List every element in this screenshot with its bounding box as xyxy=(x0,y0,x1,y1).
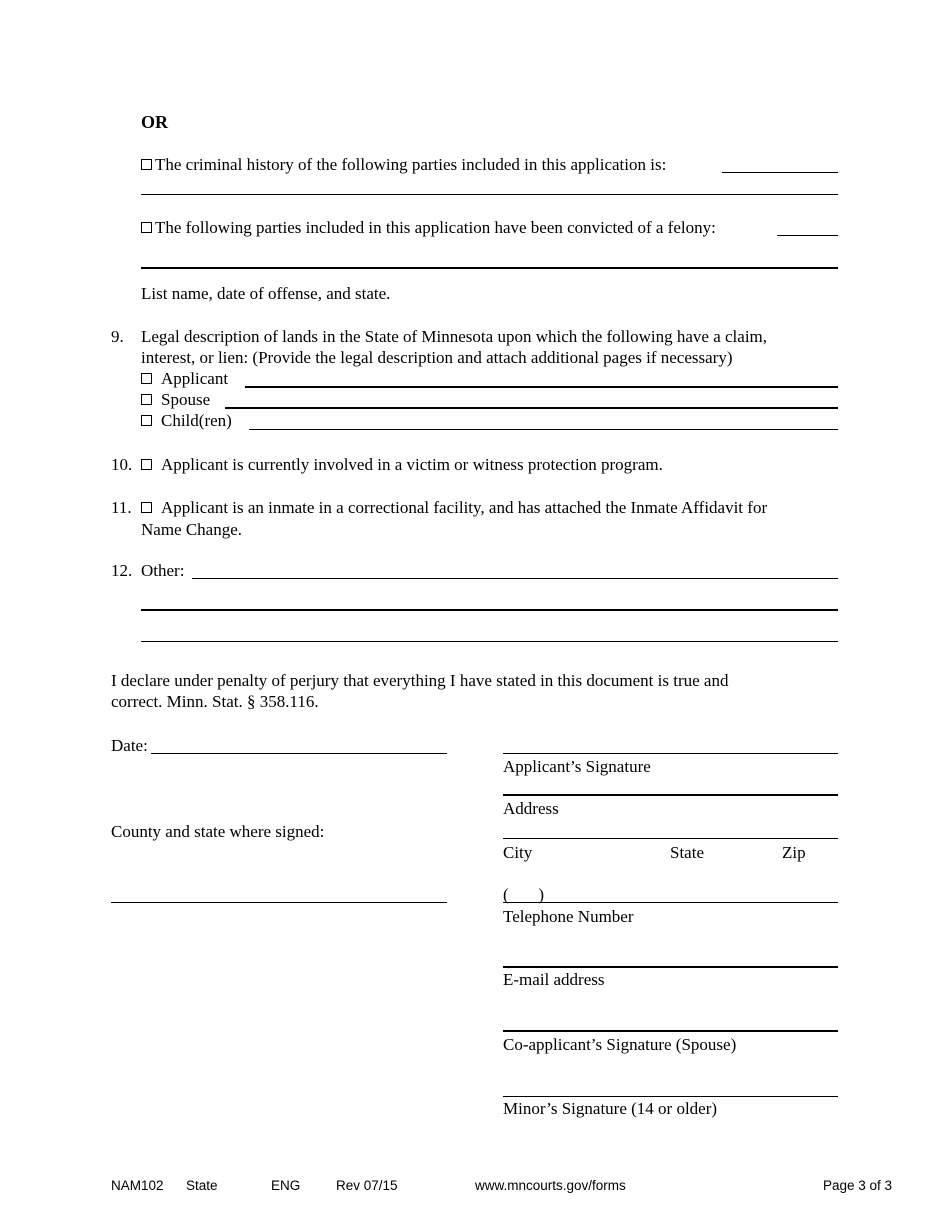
item11-row xyxy=(141,497,767,518)
item12-label: Other: xyxy=(141,561,185,580)
zip-label: Zip xyxy=(782,843,806,862)
footer-rev: Rev 07/15 xyxy=(336,1178,398,1193)
inmate-checkbox[interactable] xyxy=(141,502,152,513)
spouse-checkbox[interactable] xyxy=(141,394,152,405)
county-label: County and state where signed: xyxy=(111,822,325,841)
telephone-field[interactable] xyxy=(503,902,838,903)
item10-row xyxy=(141,454,663,475)
item11-line2: Name Change. xyxy=(141,520,243,539)
applicant-checkbox[interactable] xyxy=(141,373,152,384)
footer-form-id: NAM102 xyxy=(111,1178,164,1193)
applicant-land-field[interactable] xyxy=(245,386,838,388)
telephone-label: Telephone Number xyxy=(503,907,634,926)
minor-signature-field[interactable] xyxy=(503,1096,838,1097)
coapplicant-signature-label: Co-applicant’s Signature (Spouse) xyxy=(503,1035,737,1054)
declaration-line2: correct. Minn. Stat. § 358.116. xyxy=(111,692,319,711)
witness-protection-checkbox[interactable] xyxy=(141,459,152,470)
criminal-history-field[interactable] xyxy=(722,172,838,173)
felony-field[interactable] xyxy=(777,235,838,236)
applicant-signature-label: Applicant’s Signature xyxy=(503,757,651,776)
or-heading: OR xyxy=(141,112,168,132)
email-field[interactable] xyxy=(503,966,838,968)
declaration-line1: I declare under penalty of perjury that everything I have stated in this document is true and xyxy=(111,671,729,690)
criminal-history-field-line2[interactable] xyxy=(141,194,838,195)
list-instruction: List name, date of offense, and state. xyxy=(141,284,391,303)
minor-signature-label: Minor’s Signature (14 or older) xyxy=(503,1099,718,1118)
felony-field-line2[interactable] xyxy=(141,267,838,269)
address-label: Address xyxy=(503,799,559,818)
children-checkbox[interactable] xyxy=(141,415,152,426)
footer-page: Page 3 of 3 xyxy=(823,1178,893,1193)
item9-number: 9. xyxy=(111,327,124,346)
county-field[interactable] xyxy=(111,902,447,903)
criminal-history-row xyxy=(141,154,666,175)
item12-number: 12. xyxy=(111,561,133,580)
address-field[interactable] xyxy=(503,794,838,796)
item9-option-spouse xyxy=(141,389,210,410)
item9-option-applicant xyxy=(141,368,228,389)
item9-line1: Legal description of lands in the State of Minnesota upon which the following have a claim, xyxy=(141,327,768,346)
other-field[interactable] xyxy=(192,578,838,579)
felony-row xyxy=(141,217,716,238)
spouse-option-label: Spouse xyxy=(161,390,211,409)
footer-state: State xyxy=(186,1178,218,1193)
item10-text: Applicant is currently involved in a victim or witness protection program. xyxy=(161,455,663,474)
applicant-option-label: Applicant xyxy=(161,369,229,388)
date-field[interactable] xyxy=(151,753,447,754)
date-label: Date: xyxy=(111,736,148,755)
other-field-line2[interactable] xyxy=(141,609,838,611)
criminal-history-label: The criminal history of the following parties included in this application is: xyxy=(155,155,667,174)
footer-url[interactable]: www.mncourts.gov/forms xyxy=(475,1178,626,1193)
phone-area-code: ( ) xyxy=(503,885,545,904)
email-label: E-mail address xyxy=(503,970,605,989)
state-label: State xyxy=(670,843,704,862)
criminal-history-checkbox[interactable] xyxy=(141,159,152,170)
item11-number: 11. xyxy=(111,498,132,517)
footer-lang: ENG xyxy=(271,1178,301,1193)
city-label: City xyxy=(503,843,533,862)
item11-line1: Applicant is an inmate in a correctional facility, and has attached the Inmate Affidavit for xyxy=(161,498,768,517)
coapplicant-signature-field[interactable] xyxy=(503,1030,838,1032)
applicant-signature-field[interactable] xyxy=(503,753,838,754)
other-field-line3[interactable] xyxy=(141,641,838,642)
item10-number: 10. xyxy=(111,455,133,474)
item9-line2: interest, or lien: (Provide the legal description and attach additional pages if necessary) xyxy=(141,348,733,367)
item9-option-children xyxy=(141,410,232,431)
felony-checkbox[interactable] xyxy=(141,222,152,233)
children-land-field[interactable] xyxy=(249,429,838,430)
felony-label: The following parties included in this application have been convicted of a felony: xyxy=(155,218,716,237)
spouse-land-field[interactable] xyxy=(225,407,838,409)
city-state-zip-field[interactable] xyxy=(503,838,838,839)
children-option-label: Child(ren) xyxy=(161,411,232,430)
